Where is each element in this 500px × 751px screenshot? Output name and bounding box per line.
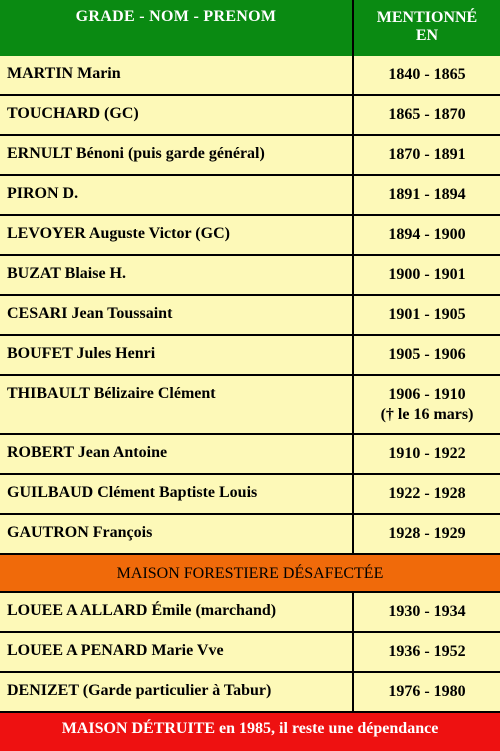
table-row bbox=[0, 633, 500, 671]
row-name: ERNULT Bénoni (puis garde général) bbox=[0, 136, 352, 174]
row-period: 1930 - 1934 bbox=[354, 593, 500, 631]
header-period-line2: EN bbox=[415, 27, 439, 44]
row-name: LOUEE A ALLARD Émile (marchand) bbox=[0, 593, 352, 631]
row-name: ROBERT Jean Antoine bbox=[0, 435, 352, 473]
table-row bbox=[0, 96, 500, 134]
table-row bbox=[0, 296, 500, 334]
row-note: († le 16 mars) bbox=[380, 406, 474, 423]
row-name: LOUEE A PENARD Marie Vve bbox=[0, 633, 352, 671]
row-period: 1865 - 1870 bbox=[354, 96, 500, 134]
row-name: GUILBAUD Clément Baptiste Louis bbox=[0, 475, 352, 513]
row-period: 1906 - 1910 († le 16 mars) bbox=[354, 376, 500, 433]
table-row bbox=[0, 593, 500, 631]
row-period: 1901 - 1905 bbox=[354, 296, 500, 334]
row-name: MARTIN Marin bbox=[0, 56, 352, 94]
row-name: CESARI Jean Toussaint bbox=[0, 296, 352, 334]
table-row bbox=[0, 56, 500, 94]
row-period: 1870 - 1891 bbox=[354, 136, 500, 174]
row-period: 1840 - 1865 bbox=[354, 56, 500, 94]
table-row bbox=[0, 256, 500, 294]
table-row bbox=[0, 176, 500, 214]
row-period: 1894 - 1900 bbox=[354, 216, 500, 254]
row-name: BUZAT Blaise H. bbox=[0, 256, 352, 294]
row-period: 1891 - 1894 bbox=[354, 176, 500, 214]
table-row bbox=[0, 435, 500, 473]
table-header bbox=[0, 0, 500, 56]
table-row bbox=[0, 475, 500, 513]
section-banner: MAISON FORESTIERE DÉSAFECTÉE bbox=[0, 555, 500, 591]
row-name: DENIZET (Garde particulier à Tabur) bbox=[0, 673, 352, 711]
row-name: BOUFET Jules Henri bbox=[0, 336, 352, 374]
footer-banner: MAISON DÉTRUITE en 1985, il reste une dépendance bbox=[0, 713, 500, 751]
row-period: 1936 - 1952 bbox=[354, 633, 500, 671]
row-name: GAUTRON François bbox=[0, 515, 352, 553]
header-period-column bbox=[354, 0, 500, 56]
table-row bbox=[0, 336, 500, 374]
row-period: 1922 - 1928 bbox=[354, 475, 500, 513]
row-period: 1910 - 1922 bbox=[354, 435, 500, 473]
row-name: TOUCHARD (GC) bbox=[0, 96, 352, 134]
header-period-line1: MENTIONNÉ bbox=[376, 9, 478, 26]
table-row bbox=[0, 216, 500, 254]
table-row bbox=[0, 515, 500, 553]
row-name: PIRON D. bbox=[0, 176, 352, 214]
row-name: THIBAULT Bélizaire Clément bbox=[0, 376, 352, 433]
table-row bbox=[0, 136, 500, 174]
row-name: LEVOYER Auguste Victor (GC) bbox=[0, 216, 352, 254]
table-row bbox=[0, 673, 500, 711]
row-period: 1900 - 1901 bbox=[354, 256, 500, 294]
header-name-column: GRADE - NOM - PRENOM bbox=[0, 0, 352, 56]
row-period: 1976 - 1980 bbox=[354, 673, 500, 711]
row-period: 1905 - 1906 bbox=[354, 336, 500, 374]
table-row bbox=[0, 376, 500, 433]
row-period: 1928 - 1929 bbox=[354, 515, 500, 553]
